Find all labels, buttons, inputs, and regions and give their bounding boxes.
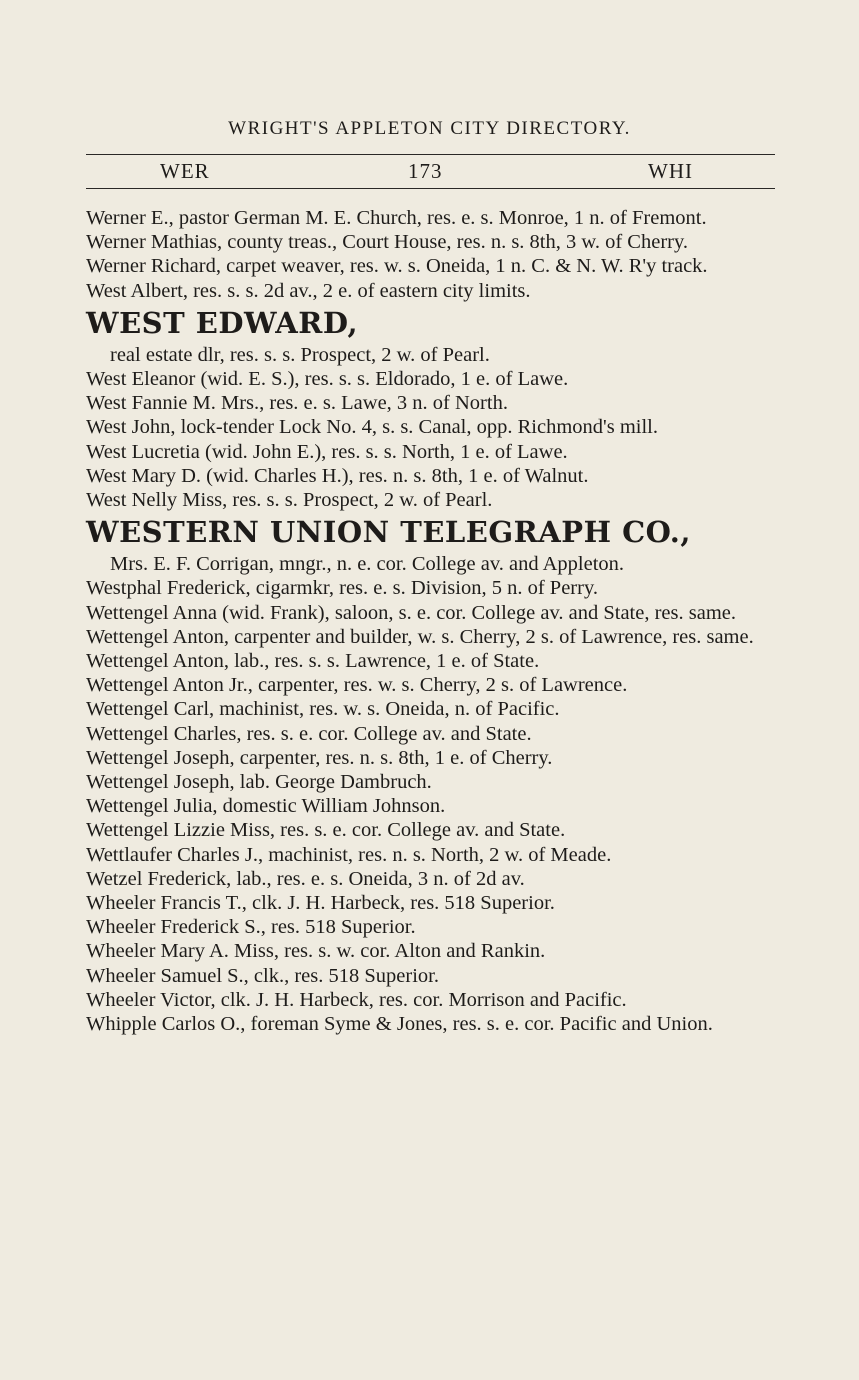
directory-entry: Wettengel Carl, machinist, res. w. s. Oneida, n. of Pacific. — [86, 698, 560, 721]
directory-entry: West Fannie M. Mrs., res. e. s. Lawe, 3 n. of North. — [86, 392, 508, 415]
page-number: 173 — [408, 159, 443, 183]
business-detail: Mrs. E. F. Corrigan, mngr., n. e. cor. College av. and Appleton. — [110, 553, 625, 576]
directory-entry: Werner Richard, carpet weaver, res. w. s. Oneida, 1 n. C. & N. W. R'y track. — [86, 255, 708, 278]
guide-word-left: WER — [160, 159, 210, 183]
directory-entry: Westphal Frederick, cigarmkr, res. e. s. Division, 5 n. of Perry. — [86, 577, 598, 600]
directory-entry: Wettengel Julia, domestic William Johnson. — [86, 795, 446, 818]
directory-entry: West John, lock-tender Lock No. 4, s. s. Canal, opp. Richmond's mill. — [86, 416, 658, 439]
directory-entry: Wetzel Frederick, lab., res. e. s. Oneida, 3 n. of 2d av. — [86, 867, 525, 890]
directory-entry: Wettengel Anton, carpenter and builder, w. s. Cherry, 2 s. of Lawrence, res. same. — [86, 625, 754, 648]
directory-entry: Wettlaufer Charles J., machinist, res. n. s. North, 2 w. of Meade. — [86, 843, 612, 866]
directory-entry: Wettengel Joseph, lab. George Dambruch. — [86, 771, 432, 794]
directory-entry: Wheeler Samuel S., clk., res. 518 Superior. — [86, 964, 439, 987]
directory-entry: Wheeler Mary A. Miss, res. s. w. cor. Alton and Rankin. — [86, 940, 546, 963]
directory-entry: Werner E., pastor German M. E. Church, res. e. s. Monroe, 1 n. of Fremont. — [86, 207, 707, 229]
guide-word-right: WHI — [648, 159, 693, 183]
directory-entry: West Albert, res. s. s. 2d av., 2 e. of eastern city limits. — [86, 279, 531, 302]
directory-entry: Whipple Carlos O., foreman Syme & Jones, res. s. e. cor. Pacific and Union. — [86, 1013, 713, 1036]
directory-entry: Wettengel Anton, lab., res. s. s. Lawrence, 1 e. of State. — [86, 650, 540, 673]
running-head: WRIGHT'S APPLETON CITY DIRECTORY. — [228, 118, 631, 139]
bottom-rule — [86, 188, 775, 189]
directory-entry: Wettengel Anton Jr., carpenter, res. w. s. Cherry, 2 s. of Lawrence. — [86, 674, 628, 697]
directory-entry: Wheeler Francis T., clk. J. H. Harbeck, res. 518 Superior. — [86, 892, 555, 915]
guide-line — [86, 159, 775, 187]
business-heading: WESTERN UNION TELEGRAPH CO., — [86, 515, 691, 550]
business-detail: real estate dlr, res. s. s. Prospect, 2 w. of Pearl. — [110, 343, 490, 366]
directory-entry: West Nelly Miss, res. s. s. Prospect, 2 w. of Pearl. — [86, 489, 493, 512]
directory-entry: Werner Mathias, county treas., Court House, res. n. s. 8th, 3 w. of Cherry. — [86, 231, 689, 254]
top-rule — [86, 154, 775, 155]
directory-entry: Wheeler Frederick S., res. 518 Superior. — [86, 916, 416, 939]
directory-entry: Wheeler Victor, clk. J. H. Harbeck, res. cor. Morrison and Pacific. — [86, 988, 627, 1011]
directory-entry: West Eleanor (wid. E. S.), res. s. s. Eldorado, 1 e. of Lawe. — [86, 368, 569, 391]
directory-entry: West Lucretia (wid. John E.), res. s. s. North, 1 e. of Lawe. — [86, 440, 568, 463]
directory-entry: Wettengel Charles, res. s. e. cor. College av. and State. — [86, 722, 532, 745]
business-heading: WEST EDWARD, — [86, 305, 359, 340]
directory-entries — [86, 206, 778, 1036]
directory-entry: Wettengel Joseph, carpenter, res. n. s. 8th, 1 e. of Cherry. — [86, 746, 553, 769]
directory-entry: West Mary D. (wid. Charles H.), res. n. s. 8th, 1 e. of Walnut. — [86, 464, 589, 487]
directory-entry: Wettengel Anna (wid. Frank), saloon, s. e. cor. College av. and State, res. same. — [86, 601, 737, 624]
directory-entry: Wettengel Lizzie Miss, res. s. e. cor. College av. and State. — [86, 819, 566, 842]
